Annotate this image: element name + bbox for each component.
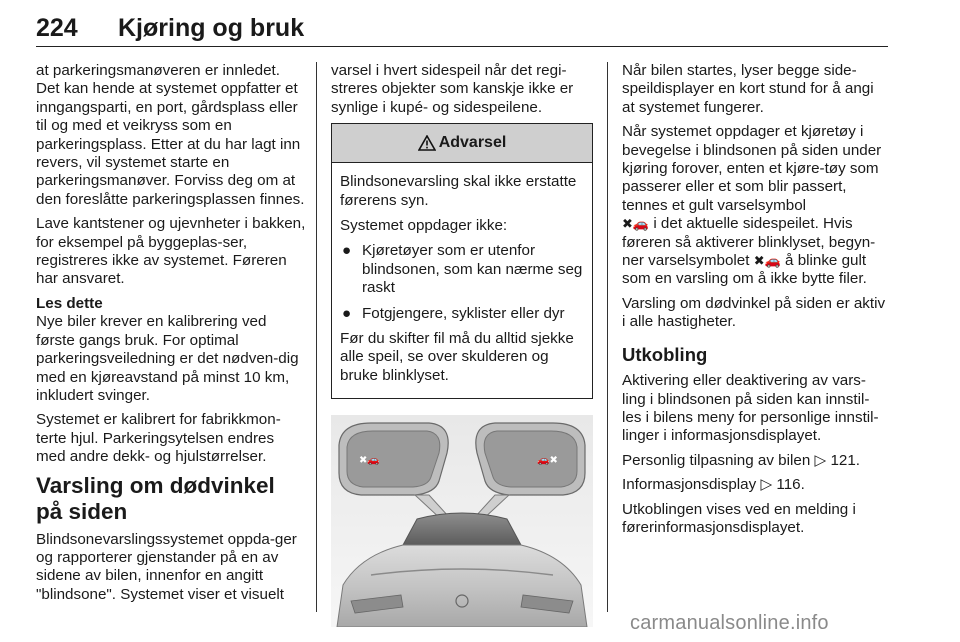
list-item: ● Fotgjengere, syklister eller dyr bbox=[342, 304, 565, 322]
cross-reference[interactable] bbox=[622, 452, 888, 470]
reference-text: Personlig tilpasning av bilen bbox=[622, 451, 811, 469]
column-middle bbox=[331, 62, 593, 627]
page-title: Kjøring og bruk bbox=[118, 14, 305, 42]
paragraph bbox=[622, 123, 888, 289]
column-left bbox=[36, 62, 306, 610]
svg-text:🚗✖: 🚗✖ bbox=[537, 455, 558, 467]
page-number: 224 bbox=[36, 14, 78, 42]
paragraph-text: i det aktuelle sidespeilet. Hvis føreren så aktiverer blinklyset, begyn-ner varselsymbolet bbox=[622, 215, 876, 270]
reference-page: 121. bbox=[830, 451, 860, 469]
list-item-text: Kjøretøyer som er utenfor blindsonen, som kan nærme seg raskt bbox=[362, 242, 583, 297]
warning-triangle-icon bbox=[418, 135, 436, 151]
paragraph-text: å blinke gult som en varsling om å ikke bytte filer. bbox=[622, 252, 867, 288]
warning-box bbox=[331, 123, 593, 399]
column-divider bbox=[316, 62, 317, 612]
list-item: ● Kjøretøyer som er utenfor blindsonen, som kan nærme seg raskt bbox=[342, 242, 583, 297]
warning-text: Før du skifter fil må du alltid sjekke alle speil, se over skulderen og bruke blinklyset. bbox=[340, 330, 574, 384]
blind-spot-symbol-icon: ✖🚗 bbox=[753, 253, 781, 269]
paragraph: varsel i hvert sidespeil når det regi-streres objekter som kanskje ikke er synlige i kupé- og sidespeilene. bbox=[331, 62, 574, 116]
paragraph: Blindsonevarslingssystemet oppda-ger og rapporterer gjenstander på en av sidene av bilen, innenfor en angitt "blindsone". Systemet viser et visuelt bbox=[36, 530, 297, 603]
section-heading: Utkobling bbox=[622, 343, 708, 365]
watermark: carmanualsonline.info bbox=[630, 612, 829, 634]
note-heading: Les dette bbox=[36, 294, 103, 312]
warning-text: Blindsonevarsling skal ikke erstatte førerens syn. bbox=[340, 173, 577, 209]
warning-body bbox=[332, 163, 592, 398]
list-item-text: Fotgjengere, syklister eller dyr bbox=[362, 304, 565, 322]
paragraph: at parkeringsmanøveren er innledet. Det kan hende at systemet oppfatter et inngangsparti, en port, gårdsplass eller til og med et veikryss som en parkeringsplass. Etter at du har lagt inn revers, vil systemet starte en parkeringsmanøver. Forviss deg om at den foreslåtte parkeringsplassen finnes. bbox=[36, 62, 305, 208]
paragraph: Varsling om dødvinkel på siden er aktiv i alle hastigheter. bbox=[622, 294, 886, 331]
warning-list bbox=[340, 242, 584, 323]
warning-header bbox=[332, 124, 592, 163]
paragraph: Utkoblingen vises ved en melding i førerinformasjonsdisplayet. bbox=[622, 500, 856, 536]
mirror-illustration bbox=[331, 415, 593, 627]
reference-arrow-icon: ▷ bbox=[814, 451, 827, 469]
warning-title: Advarsel bbox=[438, 134, 507, 152]
section-heading: Varsling om dødvinkel på siden bbox=[36, 472, 275, 524]
warning-text: Systemet oppdager ikke: bbox=[340, 217, 508, 235]
cross-reference[interactable] bbox=[622, 476, 888, 494]
paragraph: Systemet er kalibrert for fabrikkmon-terte hjul. Parkeringsytelsen endres med andre dekk- og hjulstørrelser. bbox=[36, 411, 281, 466]
column-right bbox=[622, 62, 888, 543]
reference-arrow-icon: ▷ bbox=[760, 476, 773, 494]
paragraph: Aktivering eller deaktivering av vars-ling i blindsonen på siden kan innstil-les i bilens meny for personlige innstil-linger i informasjonsdisplayet. bbox=[622, 372, 879, 445]
blind-spot-symbol-icon: ✖🚗 bbox=[622, 216, 650, 232]
column-divider bbox=[607, 62, 608, 612]
reference-text: Informasjonsdisplay bbox=[622, 476, 757, 494]
reference-page: 116. bbox=[776, 476, 805, 494]
note-text: Nye biler krever en kalibrering ved første gangs bruk. For optimal parkeringsveiledning er det nødven-dig med en kjøreavstand på minst 10 km, inkludert svinger. bbox=[36, 313, 299, 404]
paragraph: Lave kantstener og ujevnheter i bakken, for eksempel på byggeplas-ser, registreres ikke av systemet. Føreren har ansvaret. bbox=[36, 215, 306, 288]
page-header bbox=[36, 8, 888, 47]
svg-text:✖🚗: ✖🚗 bbox=[359, 455, 380, 467]
paragraph: Når bilen startes, lyser begge side-speildisplayer en kort stund for å angi at systemet fungerer. bbox=[622, 62, 874, 116]
paragraph-text: Når systemet oppdager et kjøretøy i bevegelse i blindsonen på siden under kjøring forover, enten et kjøre-tøy som passerer eller et som blir passert, tennes et gult varselsymbol bbox=[622, 123, 882, 214]
